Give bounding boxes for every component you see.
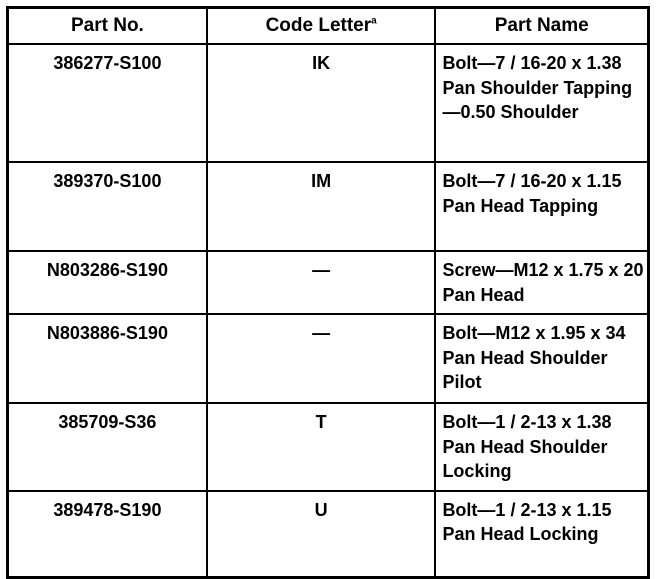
header-row: [8, 8, 649, 45]
cell-code-letter: IM: [207, 162, 436, 251]
cell-part-no: 385709-S36: [8, 403, 207, 491]
table-row: [8, 251, 649, 314]
cell-code-letter: —: [207, 251, 436, 314]
cell-part-name: Bolt—1 / 2-13 x 1.15 Pan Head Locking: [435, 491, 648, 578]
header-part-no: Part No.: [8, 8, 207, 45]
cell-part-name: Bolt—M12 x 1.95 x 34 Pan Head Shoulder Pilot: [435, 314, 648, 403]
cell-part-name: Bolt—1 / 2-13 x 1.38 Pan Head Shoulder Locking: [435, 403, 648, 491]
cell-part-no: N803886-S190: [8, 314, 207, 403]
cell-code-letter: —: [207, 314, 436, 403]
header-code-letter: [207, 8, 436, 45]
header-part-name: Part Name: [435, 8, 648, 45]
cell-part-name: Screw—M12 x 1.75 x 20 Pan Head: [435, 251, 648, 314]
cell-code-letter: T: [207, 403, 436, 491]
table-row: [8, 162, 649, 251]
parts-table: [6, 6, 650, 579]
cell-part-no: 386277-S100: [8, 44, 207, 162]
cell-part-no: 389370-S100: [8, 162, 207, 251]
cell-code-letter: IK: [207, 44, 436, 162]
footnote-marker: a: [371, 15, 377, 27]
table-row: [8, 44, 649, 162]
table-row: [8, 491, 649, 578]
header-code-letter-label: Code Letter: [265, 15, 372, 36]
table-row: [8, 314, 649, 403]
cell-part-name: Bolt—7 / 16-20 x 1.15 Pan Head Tapping: [435, 162, 648, 251]
cell-part-no: 389478-S190: [8, 491, 207, 578]
cell-code-letter: U: [207, 491, 436, 578]
table-row: [8, 403, 649, 491]
cell-part-name: Bolt—7 / 16-20 x 1.38 Pan Shoulder Tapping—0.50 Shoulder: [435, 44, 648, 162]
cell-part-no: N803286-S190: [8, 251, 207, 314]
